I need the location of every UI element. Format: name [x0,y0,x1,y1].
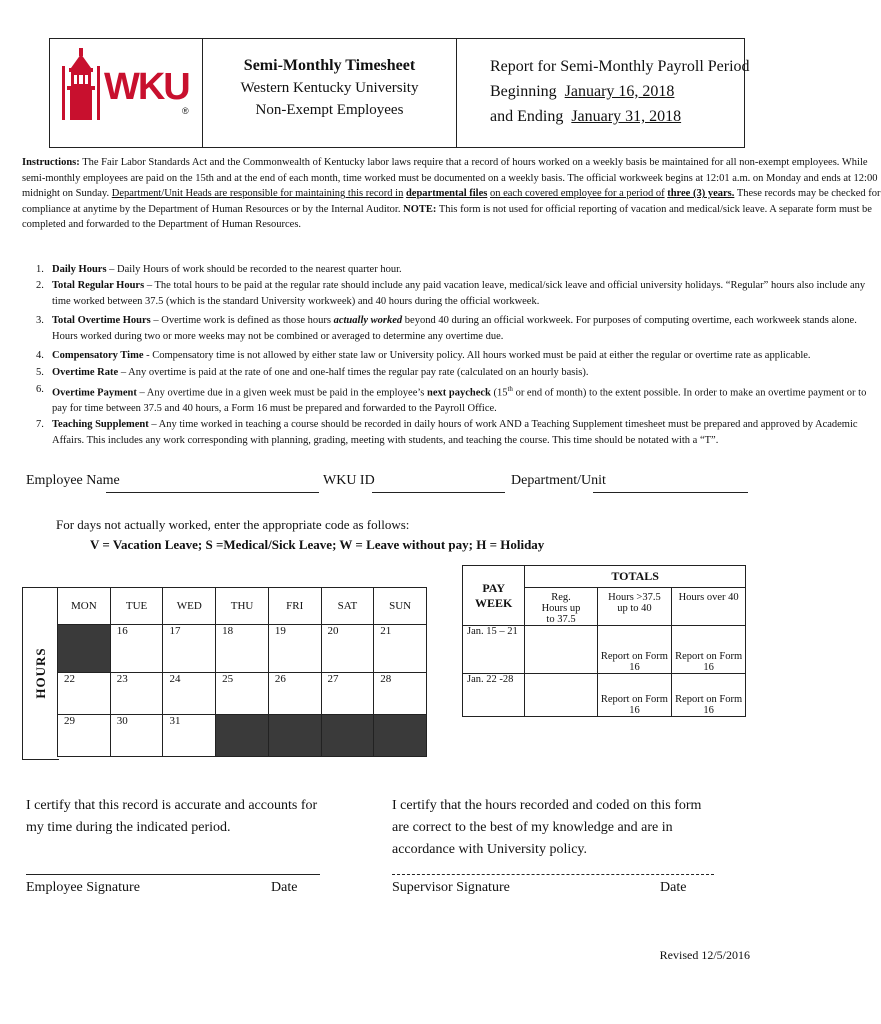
day-header: MON [58,588,111,625]
reg-hours-week2[interactable] [525,674,597,717]
form-subtitle-university: Western Kentucky University [240,80,419,96]
day-cell[interactable]: 27 [321,673,374,715]
list-item: 7. Teaching Supplement – Any time worked in teaching a course should be recorded in daily hours of work AND a Teaching Supplement timesheet must be prepared and approved by Academic Affairs. This includes any work corresponding with planning, grading, meeting with students, and teaching the course. This time should be notated with a “T”. [36,419,858,446]
day-header: THU [216,588,269,625]
mid-hours-week1[interactable]: Report on Form 16 [597,626,672,674]
list-item: 2. Total Regular Hours – The total hours to be paid at the regular rate should include any paid vacation leave, medical/sick leave and official university holidays. “Regular” hours also include any time worked between 37.5 (which is the standard University workweek) and 40 hours during the official workweek. [36,280,866,307]
supervisor-date-label: Date [660,880,687,895]
end-date[interactable]: January 31, 2018 [571,108,682,125]
instructions-text: These records may be checked for [736,188,881,200]
begin-date[interactable]: January 16, 2018 [564,83,675,100]
over-hours-week2[interactable]: Report on Form 16 [672,674,746,717]
day-header: FRI [268,588,321,625]
day-cell[interactable]: 29 [58,715,111,757]
instructions-text: This form is not used for official reporting of vacation and medical/sick leave. A separate form must be [438,203,872,215]
instructions-emphasis: three (3) years. [667,188,735,200]
list-item: 3. Total Overtime Hours – Overtime work is defined as those hours actually worked beyond 40 during an official workweek. For purposes of computing overtime, each workweek stands alone. Hours worked during two or more weeks may not be combined or averaged to determine any overtime due. [36,315,857,342]
end-label: and Ending [490,108,564,125]
logo-text: WKU [104,66,189,108]
hours-side-label: HOURS [33,647,48,699]
instructions-text: midnight on Sunday. [22,188,110,200]
instructions-emphasis: departmental files [405,188,488,200]
day-cell[interactable]: 20 [321,625,374,673]
instructions-text: completed and forwarded to the Department of Human Resources. [22,219,302,231]
supervisor-certification: I certify that the hours recorded and coded on this form are correct to the best of my knowledge and are in accordance with University policy. [392,798,702,857]
note-label: NOTE: [403,203,437,215]
day-cell[interactable]: 25 [216,673,269,715]
employee-name-field[interactable] [106,474,319,493]
totals-table [462,565,746,717]
form-subtitle-group: Non-Exempt Employees [255,102,404,118]
employee-certification: I certify that this record is accurate and accounts for my time during the indicated period. [26,798,318,835]
codes-intro: For days not actually worked, enter the appropriate code as follows: [56,517,410,532]
over-hours-week1[interactable]: Report on Form 16 [672,626,746,674]
logo-registered: ® [182,106,189,116]
list-item: 1. Daily Hours – Daily Hours of work should be recorded to the nearest quarter hour. [36,264,402,275]
over-hours-header: Hours over 40 [672,588,746,626]
hours-label-box [22,587,59,760]
department-field[interactable] [593,474,748,493]
supervisor-signature-line[interactable] [392,874,714,875]
employee-name-label: Employee Name [26,473,120,488]
day-cell[interactable]: 22 [58,673,111,715]
list-item: 6. Overtime Payment – Any overtime due in a given week must be paid in the employee’s next paycheck (15th or end of month) to the extent possible. In order to make an overtime payment or to pay for time between 37.5 and 40 hours, a Form 16 must be prepared and forwarded to the Payroll Office. [36,384,867,415]
day-cell[interactable]: 19 [268,625,321,673]
day-cell[interactable]: 23 [110,673,163,715]
day-cell[interactable]: 26 [268,673,321,715]
day-cell[interactable]: 17 [163,625,216,673]
calendar-table [57,587,427,757]
pay-week-1: Jan. 15 – 21 [463,626,525,674]
day-cell-blocked [268,715,321,757]
mid-hours-header: Hours >37.5 up to 40 [597,588,672,626]
codes-legend: V = Vacation Leave; S =Medical/Sick Leave; W = Leave without pay; H = Holiday [90,537,545,552]
report-period-label: Report for Semi-Monthly Payroll Period [490,58,750,75]
list-item: 4. Compensatory Time - Compensatory time is not allowed by either state law or University policy. All hours worked must be paid at either the regular or overtime rate as applicable. [36,350,811,361]
department-label: Department/Unit [511,473,606,488]
pay-week-2: Jan. 22 -28 [463,674,525,717]
day-cell-blocked [374,715,427,757]
wku-id-field[interactable] [372,474,505,493]
instructions-text: Department/Unit Heads are responsible for maintaining this record in [111,188,404,200]
day-cell-blocked [58,625,111,673]
instructions-text: compliance at anytime by the Department of Human Resources or by the Internal Auditor. [22,203,401,215]
instructions-label: Instructions: [22,157,80,168]
day-cell-blocked [321,715,374,757]
begin-label: Beginning [490,83,557,100]
supervisor-signature-label: Supervisor Signature [392,880,510,895]
instructions-text: on each covered employee for a period of [489,188,665,200]
day-header: SUN [374,588,427,625]
day-header: WED [163,588,216,625]
day-cell[interactable]: 28 [374,673,427,715]
rules-list [36,262,867,452]
form-title: Semi-Monthly Timesheet [243,57,416,74]
pay-week-header: PAY WEEK [463,566,525,626]
day-header: SAT [321,588,374,625]
instructions-text: semi-monthly employees are paid on the 15th and at the end of each month, time worked must be documented on a weekly basis. The official workweek begins at 12:01 a.m. on Monday and ends at 12:00 [22,172,878,184]
wku-id-label: WKU ID [323,473,375,488]
day-header: TUE [110,588,163,625]
cupola-icon [62,48,102,120]
day-cell[interactable]: 31 [163,715,216,757]
day-cell[interactable]: 21 [374,625,427,673]
instructions [22,155,881,233]
day-cell[interactable]: 16 [110,625,163,673]
employee-signature-line[interactable] [26,874,320,875]
day-cell[interactable]: 18 [216,625,269,673]
day-cell[interactable]: 30 [110,715,163,757]
reg-hours-week1[interactable] [525,626,597,674]
reg-hours-header: Reg. Hours up to 37.5 [525,588,597,626]
wku-logo [62,48,192,128]
revision-date: Revised 12/5/2016 [659,948,750,962]
employee-date-label: Date [271,880,298,895]
day-cell[interactable]: 24 [163,673,216,715]
mid-hours-week2[interactable]: Report on Form 16 [597,674,672,717]
instructions-text: The Fair Labor Standards Act and the Commonwealth of Kentucky labor laws require that a record of hours worked on a weekly basis be maintained for all non-exempt employees. While [82,157,868,168]
totals-header: TOTALS [525,566,746,588]
employee-signature-label: Employee Signature [26,880,140,895]
list-item: 5. Overtime Rate – Any overtime is paid at the rate of one and one-half times the regular pay rate (calculated on an hourly basis). [36,367,589,378]
day-cell-blocked [216,715,269,757]
